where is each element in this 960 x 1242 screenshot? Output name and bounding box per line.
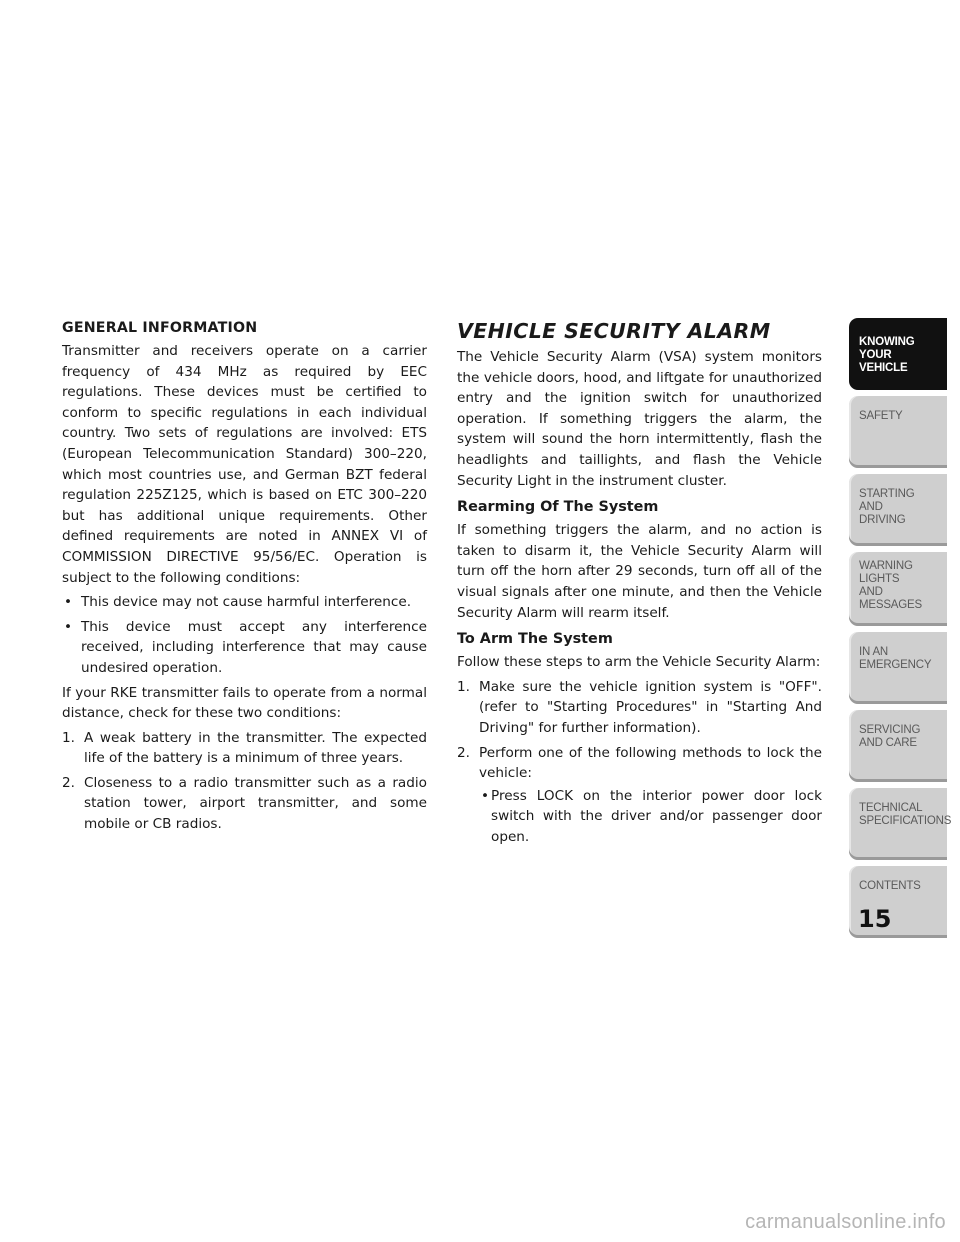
- rearming-text: If something triggers the alarm, and no action is taken to disarm it, the Vehicle Security Alarm will turn off the horn after 29 seconds, turn off all of the visual signals after one minute, and then the Vehicle Security Alarm will rearm itself.: [457, 522, 822, 621]
- right-column: [457, 318, 822, 851]
- watermark: carmanualsonline.info: [745, 1211, 946, 1233]
- tab-in-an-emergency[interactable]: IN AN EMERGENCY: [849, 632, 947, 704]
- tab-starting-and-driving[interactable]: STARTING AND DRIVING: [849, 474, 947, 546]
- tab-servicing-and-care[interactable]: SERVICING AND CARE: [849, 710, 947, 782]
- rke-conditions-list: [62, 728, 427, 835]
- tab-warning-lights-and-messages[interactable]: WARNING LIGHTS AND MESSAGES: [849, 552, 947, 626]
- tab-technical-specifications[interactable]: TECHNICAL SPECIFICATIONS: [849, 788, 947, 860]
- tab-knowing-your-vehicle[interactable]: KNOWING YOUR VEHICLE: [849, 318, 947, 390]
- rke-failure-intro: If your RKE transmitter fails to operate from a normal distance, check for these two conditions:: [62, 684, 427, 722]
- sub-bullet-item: • Press LOCK on the interior power door lock switch with the driver and/or passenger door open.: [479, 786, 822, 848]
- numbered-item: 1. A weak battery in the transmitter. The expected life of the battery is a minimum of three years.: [62, 729, 427, 767]
- numbered-item: 2. Closeness to a radio transmitter such as a radio station tower, airport transmitter, and some mobile or CB radios.: [62, 774, 427, 833]
- bullet-item: • This device may not cause harmful interference.: [62, 592, 427, 613]
- numbered-item: 1. Make sure the vehicle ignition system is "OFF". (refer to "Starting Procedures" in "Starting And Driving" for further information).: [457, 678, 822, 736]
- left-column: [62, 318, 427, 839]
- numbered-item: 2. Perform one of the following methods to lock the vehicle: • Press LOCK on the interior power door lock switch with the driver and/or passenger door open.: [457, 743, 822, 848]
- general-information-text: Transmitter and receivers operate on a carrier frequency of 434 MHz as required by EEC regulations. These devices must be certified to conform to specific regulations in each individual country. Two sets of regulations are involved: ETS (European Telecommunication Standard) 300–220, which most countries use, and German BZT federal regulation 225Z125, which is based on ETC 300–220 but has additional unique requirements. Other defined requirements are noted in ANNEX VI of COMMISSION DIRECTIVE 95/56/EC. Operation is subject to the following conditions:: [62, 343, 427, 586]
- page-number: 15: [858, 905, 892, 933]
- vehicle-security-alarm-heading: VEHICLE SECURITY ALARM: [457, 319, 771, 343]
- arm-intro-text: Follow these steps to arm the Vehicle Security Alarm:: [457, 654, 821, 671]
- tab-contents[interactable]: CONTENTS: [849, 866, 947, 938]
- rearming-heading: Rearming Of The System: [457, 499, 659, 516]
- chapter-tabs: [849, 318, 952, 944]
- general-information-heading: GENERAL INFORMATION: [62, 320, 258, 336]
- vsa-intro-text: The Vehicle Security Alarm (VSA) system monitors the vehicle doors, hood, and liftgate for unauthorized entry and the ignition switch for unauthorized operation. If something triggers the alarm, the system will sound the horn intermittently, flash the headlights and taillights, and flash the Vehicle Security Light in the instrument cluster.: [457, 349, 822, 489]
- conditions-bullet-list: [62, 592, 427, 678]
- arm-system-heading: To Arm The System: [457, 631, 613, 648]
- tab-safety[interactable]: SAFETY: [849, 396, 947, 468]
- arm-steps-list: [457, 677, 822, 848]
- bullet-item: • This device must accept any interference received, including interference that may cause undesired operation.: [62, 617, 427, 679]
